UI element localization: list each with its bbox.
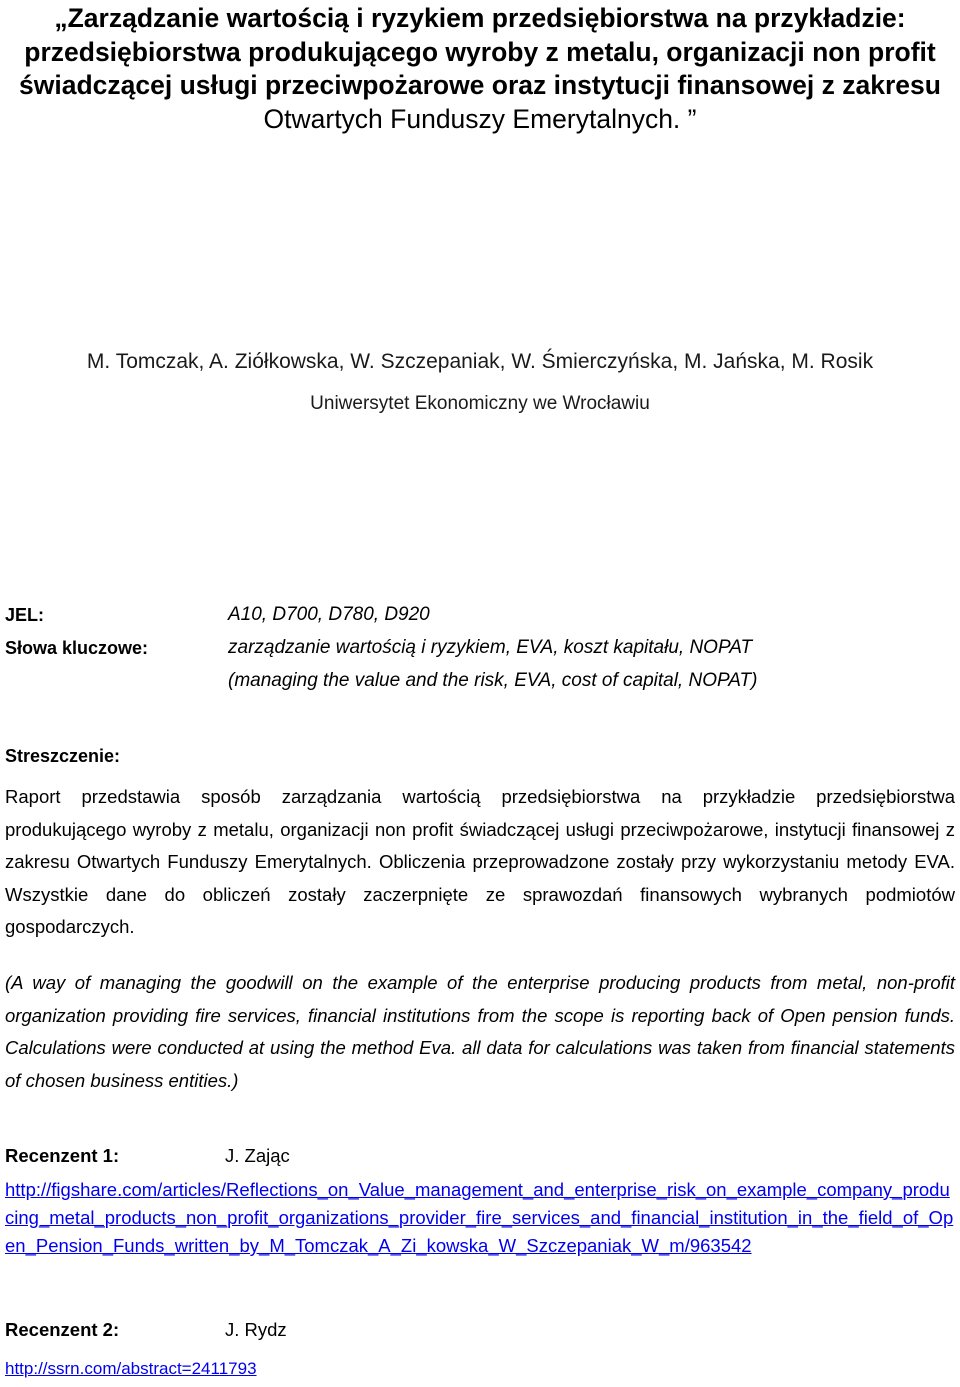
keywords-en: (managing the value and the risk, EVA, cost of capital, NOPAT) (228, 670, 758, 691)
jel-label: JEL: (5, 605, 45, 625)
reviewer1-label: Recenzent 1: (5, 1145, 120, 1166)
affiliation: Uniwersytet Ekonomiczny we Wrocławiu (310, 393, 650, 414)
jel-value: A10, D700, D780, D920 (228, 604, 430, 625)
reviewer1-link[interactable]: http://figshare.com/articles/Reflections_on_Value_management_and_enterprise_risk_on_example_company_producing_metal_products_non_profit_organizations_provider_fire_services_and_financial_institution_in_the_field_of_Open_Pension_Funds_written_by_M_Tomczak_A_Zi_kowska_W_Szczepaniak_W_m/963542 (5, 1179, 954, 1256)
reviewer2-name: J. Rydz (225, 1319, 287, 1340)
title-line: Otwartych Funduszy Emerytalnych. ” (263, 103, 697, 134)
abstract-pl: Raport przedstawia sposób zarządzania wartością przedsiębiorstwa na przykładzie przedsiębiorstwa produkującego wyroby z metalu, organizacji non profit świadczącej usługi przeciwpożarowe, instytucji finansowej z zakresu Otwartych Funduszy Emerytalnych. Obliczenia przeprowadzone zostały przy wykorzystaniu metody EVA. Wszystkie dane do obliczeń zostały zaczerpnięte ze sprawozdań finansowych wybranych podmiotów gospodarczych. (5, 786, 955, 937)
abstract-en: (A way of managing the goodwill on the example of the enterprise producing products from metal, non-profit organization providing fire services, financial institutions from the scope is reporting back of Open pension funds. Calculations were conducted at using the method Eva. all data for calculations was taken from financial statements of chosen business entities.) (5, 972, 955, 1091)
keywords-label: Słowa kluczowe: (5, 638, 149, 658)
reviewer1-name: J. Zając (225, 1145, 290, 1166)
reviewer2-label: Recenzent 2: (5, 1319, 120, 1340)
abstract-label: Streszczenie: (5, 746, 121, 766)
authors: M. Tomczak, A. Ziółkowska, W. Szczepaniak, W. Śmierczyńska, M. Jańska, M. Rosik (86, 350, 874, 373)
document-title (0, 2, 960, 136)
title-line: „Zarządzanie wartością i ryzykiem przedsiębiorstwa na przykładzie: (54, 3, 906, 33)
title-line: świadczącej usługi przeciwpożarowe oraz instytucji finansowej z zakresu (19, 70, 941, 100)
reviewer2-link[interactable]: http://ssrn.com/abstract=2411793 (5, 1359, 257, 1378)
keywords-pl: zarządzanie wartością i ryzykiem, EVA, koszt kapitału, NOPAT (228, 637, 753, 658)
title-line: przedsiębiorstwa produkującego wyroby z metalu, organizacji non profit (24, 36, 936, 67)
